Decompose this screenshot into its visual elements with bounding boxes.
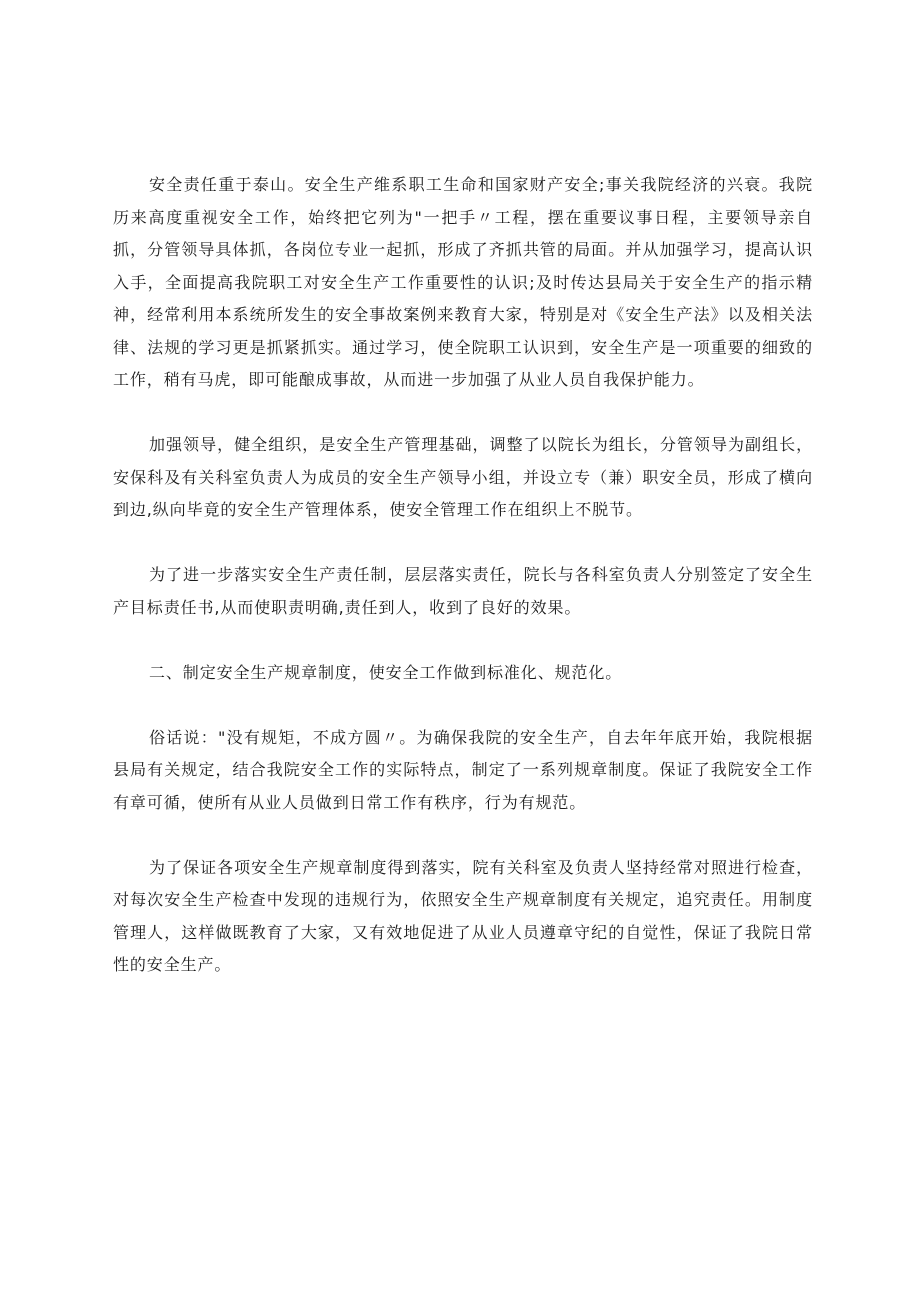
section-heading-rules: 二、制定安全生产规章制度，使安全工作做到标准化、规范化。 (149, 662, 623, 682)
paragraph-rules-enforcement: 为了保证各项安全生产规章制度得到落实，院有关科室及负责人坚持经常对照进行检查，对每次安全生产检查中发现的违规行为，依照安全生产规章制度有关规定，追究责任。用制度管理人，这样做既教育了大家，又有效地促进了从业人员遵章守纪的自觉性，保证了我院日常性的安全生产。 (113, 857, 813, 974)
document-body (113, 169, 813, 982)
paragraph-safety-responsibility: 安全责任重于泰山。安全生产维系职工生命和国家财产安全;事关我院经济的兴衰。我院历来高度重视安全工作，始终把它列为"一把手〃工程，摆在重要议事日程，主要领导亲自抓，分管领导具体抓，各岗位专业一起抓，形成了齐抓共管的局面。并从加强学习，提高认识入手，全面提高我院职工对安全生产工作重要性的认识;及时传达县局关于安全生产的指示精神，经常利用本系统所发生的安全事故案例来教育大家，特别是对《安全生产法》以及相关法律、法规的学习更是抓紧抓实。通过学习，使全院职工认识到，安全生产是一项重要的细致的工作，稍有马虎，即可能酿成事故，从而进一步加强了从业人员自我保护能力。 (113, 175, 813, 389)
paragraph-responsibility-system: 为了进一步落实安全生产责任制，层层落实责任，院长与各科室负责人分别签定了安全生产目标责任书,从而使职责明确,责任到人，收到了良好的效果。 (113, 565, 813, 617)
paragraph-rules-formulation: 俗话说："没有规矩，不成方圆〃。为确保我院的安全生产，自去年年底开始，我院根据县局有关规定，结合我院安全工作的实际特点，制定了一系列规章制度。保证了我院安全工作有章可循，使所有从业人员做到日常工作有秩序，行为有规范。 (113, 727, 813, 812)
paragraph-leadership-organization: 加强领导，健全组织，是安全生产管理基础，调整了以院长为组长，分管领导为副组长，安保科及有关科室负责人为成员的安全生产领导小组，并设立专（兼）职安全员，形成了横向到边,纵向毕竟的安全生产管理体系，使安全管理工作在组织上不脱节。 (113, 435, 813, 519)
